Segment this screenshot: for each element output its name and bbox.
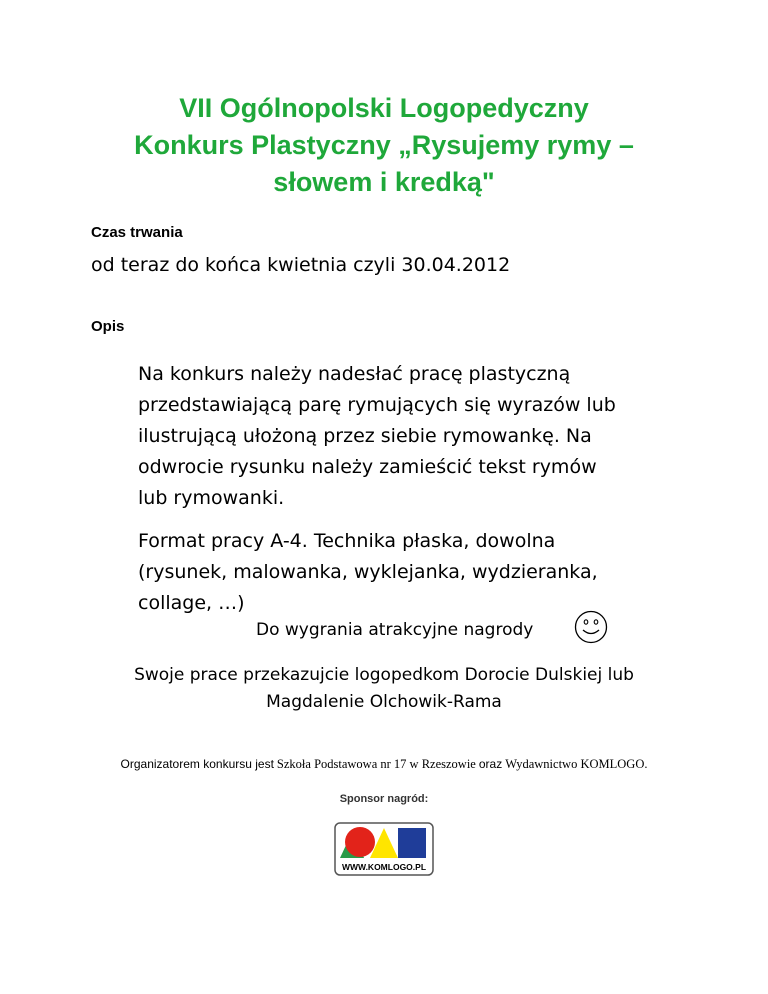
description-line: lub rymowanki.	[138, 487, 285, 509]
description-body	[138, 359, 698, 619]
description-paragraph-2	[138, 526, 698, 619]
organizer-prefix: Organizatorem konkursu jest	[120, 757, 274, 771]
description-line: Na konkurs należy nadesłać pracę plastyczną	[138, 363, 571, 385]
page-title	[60, 90, 708, 201]
organizer-conj: oraz	[478, 757, 503, 771]
delivery-line-1: Swoje prace przekazujcie logopedkom Dorocie Dulskiej lub	[134, 665, 634, 685]
delivery-info	[70, 662, 698, 716]
title-line-2: Konkurs Plastyczny „Rysujemy rymy –	[134, 130, 634, 160]
description-line: (rysunek, malowanka, wyklejanka, wydzieranka,	[138, 561, 598, 583]
smiley-face-icon	[574, 610, 608, 644]
description-line: Format pracy A-4. Technika płaska, dowolna	[138, 530, 556, 552]
duration-label: Czas trwania	[91, 224, 183, 241]
description-label: Opis	[91, 318, 125, 335]
description-line: odwrocie rysunku należy zamieścić tekst rymów	[138, 456, 597, 478]
logo-text: WWW.KOMLOGO.PL	[341, 862, 427, 872]
delivery-line-2: Magdalenie Olchowik-Rama	[266, 692, 502, 712]
description-line: ilustrującą ułożoną przez siebie rymowankę. Na	[138, 425, 592, 447]
prizes-text: Do wygrania atrakcyjne nagrody	[256, 620, 534, 640]
description-paragraph-1	[138, 359, 698, 514]
organizer-school: Szkoła Podstawowa nr 17 w Rzeszowie	[276, 757, 476, 771]
title-line-3: słowem i kredką"	[273, 167, 495, 197]
logo-red-circle	[345, 827, 375, 857]
organizer-info	[0, 757, 768, 772]
duration-value: od teraz do końca kwietnia czyli 30.04.2012	[91, 254, 511, 276]
organizer-publisher: Wydawnictwo KOMLOGO.	[505, 757, 648, 771]
komlogo-logo	[334, 822, 434, 876]
title-line-1: VII Ogólnopolski Logopedyczny	[179, 93, 589, 123]
description-line: przedstawiającą parę rymujących się wyrazów lub	[138, 394, 616, 416]
description-line: collage, …)	[138, 592, 245, 614]
logo-blue-square	[398, 828, 426, 858]
sponsor-label: Sponsor nagród:	[339, 793, 429, 805]
